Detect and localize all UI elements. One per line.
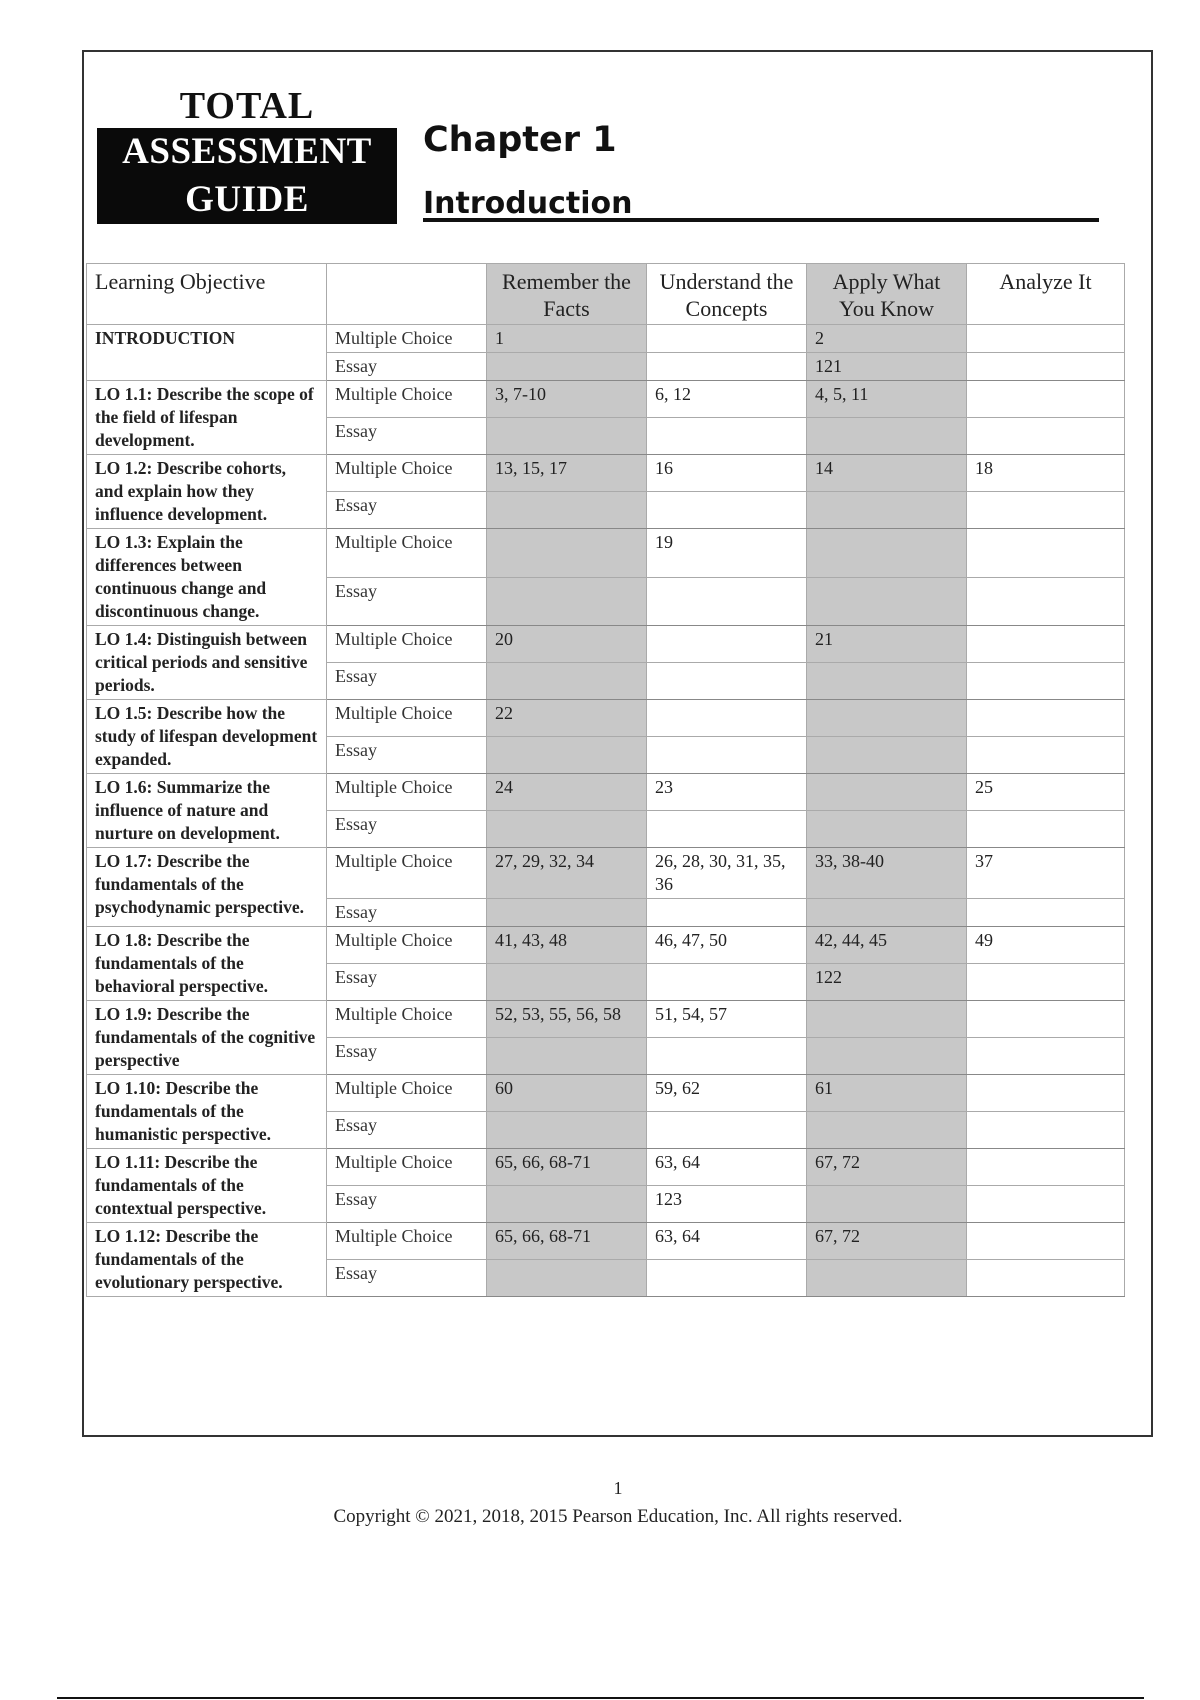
question-type-cell: Multiple Choice — [327, 529, 487, 578]
learning-objective-cell: LO 1.5: Describe how the study of lifespan development expanded. — [87, 700, 327, 774]
question-type-cell: Essay — [327, 418, 487, 455]
item-numbers-cell — [807, 899, 967, 927]
logo-line-total: TOTAL — [179, 85, 315, 127]
table-row — [87, 1075, 1125, 1112]
item-numbers-cell — [487, 1260, 647, 1297]
copyright-notice: Copyright © 2021, 2018, 2015 Pearson Education, Inc. All rights reserved. — [333, 1506, 903, 1527]
item-numbers-cell — [487, 353, 647, 381]
item-numbers-cell — [647, 1038, 807, 1075]
item-numbers-cell — [487, 577, 647, 626]
table-row — [87, 700, 1125, 737]
learning-objective-cell: LO 1.2: Describe cohorts, and explain how they influence development. — [87, 455, 327, 529]
table-row — [87, 848, 1125, 899]
question-type-cell: Multiple Choice — [327, 1223, 487, 1260]
item-numbers-cell — [807, 663, 967, 700]
item-numbers-cell: 52, 53, 55, 56, 58 — [487, 1001, 647, 1038]
total-assessment-guide-logo — [97, 84, 397, 224]
learning-objective-cell: INTRODUCTION — [87, 325, 327, 381]
item-numbers-cell — [967, 1223, 1125, 1260]
item-numbers-cell: 20 — [487, 626, 647, 663]
header-understand-the-concepts: Understand the Concepts — [647, 264, 807, 325]
item-numbers-cell — [807, 700, 967, 737]
chapter-subtitle: Introduction — [423, 186, 633, 216]
item-numbers-cell: 63, 64 — [647, 1223, 807, 1260]
item-numbers-cell: 21 — [807, 626, 967, 663]
item-numbers-cell — [967, 1149, 1125, 1186]
item-numbers-cell: 19 — [647, 529, 807, 578]
logo-line-assessment: ASSESSMENT — [122, 131, 372, 172]
learning-objective-cell: LO 1.11: Describe the fundamentals of the contextual perspective. — [87, 1149, 327, 1223]
item-numbers-cell: 3, 7-10 — [487, 381, 647, 418]
learning-objective-cell: LO 1.9: Describe the fundamentals of the cognitive perspective — [87, 1001, 327, 1075]
item-numbers-cell — [967, 1260, 1125, 1297]
item-numbers-cell: 25 — [967, 774, 1125, 811]
item-numbers-cell — [647, 700, 807, 737]
item-numbers-cell: 60 — [487, 1075, 647, 1112]
item-numbers-cell — [807, 1038, 967, 1075]
item-numbers-cell: 6, 12 — [647, 381, 807, 418]
question-type-cell: Essay — [327, 1038, 487, 1075]
item-numbers-cell — [807, 492, 967, 529]
chapter-title: Chapter 1 — [423, 120, 617, 160]
item-numbers-cell: 1 — [487, 325, 647, 353]
item-numbers-cell — [967, 964, 1125, 1001]
learning-objective-cell: LO 1.7: Describe the fundamentals of the psychodynamic perspective. — [87, 848, 327, 927]
question-type-cell: Multiple Choice — [327, 325, 487, 353]
item-numbers-cell — [807, 529, 967, 578]
item-numbers-cell — [647, 737, 807, 774]
item-numbers-cell — [807, 1260, 967, 1297]
logo-black-box — [97, 128, 397, 224]
item-numbers-cell: 14 — [807, 455, 967, 492]
header-question-type — [327, 264, 487, 325]
item-numbers-cell — [647, 811, 807, 848]
item-numbers-cell: 42, 44, 45 — [807, 927, 967, 964]
item-numbers-cell — [807, 1112, 967, 1149]
table-row — [87, 325, 1125, 353]
header-apply-what-you-know: Apply What You Know — [807, 264, 967, 325]
question-type-cell: Essay — [327, 964, 487, 1001]
item-numbers-cell: 18 — [967, 455, 1125, 492]
item-numbers-cell — [487, 811, 647, 848]
question-type-cell: Multiple Choice — [327, 381, 487, 418]
question-type-cell: Multiple Choice — [327, 455, 487, 492]
item-numbers-cell — [487, 1112, 647, 1149]
table-row — [87, 1001, 1125, 1038]
item-numbers-cell: 23 — [647, 774, 807, 811]
item-numbers-cell: 13, 15, 17 — [487, 455, 647, 492]
question-type-cell: Multiple Choice — [327, 1149, 487, 1186]
item-numbers-cell — [807, 1186, 967, 1223]
item-numbers-cell — [807, 811, 967, 848]
table-row — [87, 381, 1125, 418]
item-numbers-cell — [967, 529, 1125, 578]
table-row — [87, 1149, 1125, 1186]
item-numbers-cell: 122 — [807, 964, 967, 1001]
item-numbers-cell: 26, 28, 30, 31, 35, 36 — [647, 848, 807, 899]
item-numbers-cell: 41, 43, 48 — [487, 927, 647, 964]
item-numbers-cell — [647, 626, 807, 663]
item-numbers-cell — [647, 325, 807, 353]
question-type-cell: Essay — [327, 811, 487, 848]
item-numbers-cell: 27, 29, 32, 34 — [487, 848, 647, 899]
item-numbers-cell — [807, 577, 967, 626]
table-row — [87, 626, 1125, 663]
item-numbers-cell: 24 — [487, 774, 647, 811]
item-numbers-cell — [967, 737, 1125, 774]
learning-objective-cell: LO 1.3: Explain the differences between continuous change and discontinuous change. — [87, 529, 327, 626]
item-numbers-cell — [967, 1001, 1125, 1038]
item-numbers-cell: 49 — [967, 927, 1125, 964]
logo-line-guide: GUIDE — [185, 179, 309, 220]
item-numbers-cell — [647, 418, 807, 455]
question-type-cell: Multiple Choice — [327, 927, 487, 964]
item-numbers-cell: 22 — [487, 700, 647, 737]
question-type-cell: Essay — [327, 492, 487, 529]
learning-objective-cell: LO 1.6: Summarize the influence of nature and nurture on development. — [87, 774, 327, 848]
item-numbers-cell — [647, 353, 807, 381]
bottom-rule — [57, 1697, 1144, 1699]
learning-objective-cell: LO 1.1: Describe the scope of the field of lifespan development. — [87, 381, 327, 455]
question-type-cell: Multiple Choice — [327, 1001, 487, 1038]
question-type-cell: Essay — [327, 1260, 487, 1297]
item-numbers-cell — [967, 577, 1125, 626]
table-row — [87, 529, 1125, 578]
header-remember-the-facts: Remember the Facts — [487, 264, 647, 325]
question-type-cell: Essay — [327, 737, 487, 774]
item-numbers-cell — [487, 418, 647, 455]
header-learning-objective: Learning Objective — [87, 264, 327, 325]
item-numbers-cell — [647, 899, 807, 927]
item-numbers-cell — [807, 774, 967, 811]
question-type-cell: Essay — [327, 577, 487, 626]
item-numbers-cell — [967, 663, 1125, 700]
item-numbers-cell — [967, 899, 1125, 927]
item-numbers-cell — [807, 737, 967, 774]
table-row — [87, 927, 1125, 964]
item-numbers-cell: 121 — [807, 353, 967, 381]
table-row — [87, 774, 1125, 811]
item-numbers-cell: 2 — [807, 325, 967, 353]
item-numbers-cell — [967, 1038, 1125, 1075]
page-number: 1 — [613, 1478, 623, 1498]
learning-objective-cell: LO 1.12: Describe the fundamentals of the evolutionary perspective. — [87, 1223, 327, 1297]
item-numbers-cell — [967, 381, 1125, 418]
item-numbers-cell — [967, 492, 1125, 529]
question-type-cell: Multiple Choice — [327, 700, 487, 737]
item-numbers-cell — [487, 899, 647, 927]
item-numbers-cell: 33, 38-40 — [807, 848, 967, 899]
item-numbers-cell — [647, 1260, 807, 1297]
item-numbers-cell: 51, 54, 57 — [647, 1001, 807, 1038]
item-numbers-cell — [967, 418, 1125, 455]
item-numbers-cell — [967, 700, 1125, 737]
table-row — [87, 455, 1125, 492]
item-numbers-cell — [647, 492, 807, 529]
item-numbers-cell: 67, 72 — [807, 1149, 967, 1186]
item-numbers-cell — [487, 663, 647, 700]
item-numbers-cell — [967, 811, 1125, 848]
item-numbers-cell: 123 — [647, 1186, 807, 1223]
question-type-cell: Essay — [327, 899, 487, 927]
question-type-cell: Essay — [327, 1186, 487, 1223]
learning-objective-cell: LO 1.4: Distinguish between critical periods and sensitive periods. — [87, 626, 327, 700]
question-type-cell: Essay — [327, 353, 487, 381]
item-numbers-cell: 59, 62 — [647, 1075, 807, 1112]
item-numbers-cell — [487, 492, 647, 529]
item-numbers-cell — [647, 663, 807, 700]
table-row — [87, 1223, 1125, 1260]
item-numbers-cell — [967, 325, 1125, 353]
question-type-cell: Multiple Choice — [327, 626, 487, 663]
item-numbers-cell — [647, 577, 807, 626]
question-type-cell: Essay — [327, 663, 487, 700]
item-numbers-cell: 4, 5, 11 — [807, 381, 967, 418]
item-numbers-cell — [967, 353, 1125, 381]
question-type-cell: Multiple Choice — [327, 848, 487, 899]
item-numbers-cell — [487, 1186, 647, 1223]
item-numbers-cell: 63, 64 — [647, 1149, 807, 1186]
item-numbers-cell — [967, 1075, 1125, 1112]
item-numbers-cell — [967, 626, 1125, 663]
item-numbers-cell — [647, 1112, 807, 1149]
item-numbers-cell — [807, 418, 967, 455]
item-numbers-cell — [487, 964, 647, 1001]
item-numbers-cell — [487, 529, 647, 578]
item-numbers-cell — [487, 1038, 647, 1075]
item-numbers-cell — [807, 1001, 967, 1038]
chapter-rule — [423, 218, 1099, 222]
item-numbers-cell: 65, 66, 68-71 — [487, 1223, 647, 1260]
item-numbers-cell — [487, 737, 647, 774]
learning-objective-cell: LO 1.10: Describe the fundamentals of the humanistic perspective. — [87, 1075, 327, 1149]
item-numbers-cell: 65, 66, 68-71 — [487, 1149, 647, 1186]
item-numbers-cell: 67, 72 — [807, 1223, 967, 1260]
assessment-table — [86, 263, 1125, 1297]
table-header-row — [87, 264, 1125, 325]
item-numbers-cell: 61 — [807, 1075, 967, 1112]
item-numbers-cell: 16 — [647, 455, 807, 492]
question-type-cell: Essay — [327, 1112, 487, 1149]
item-numbers-cell: 37 — [967, 848, 1125, 899]
question-type-cell: Multiple Choice — [327, 1075, 487, 1112]
header-analyze-it: Analyze It — [967, 264, 1125, 325]
item-numbers-cell — [967, 1186, 1125, 1223]
item-numbers-cell — [967, 1112, 1125, 1149]
item-numbers-cell — [647, 964, 807, 1001]
question-type-cell: Multiple Choice — [327, 774, 487, 811]
item-numbers-cell: 46, 47, 50 — [647, 927, 807, 964]
learning-objective-cell: LO 1.8: Describe the fundamentals of the behavioral perspective. — [87, 927, 327, 1001]
